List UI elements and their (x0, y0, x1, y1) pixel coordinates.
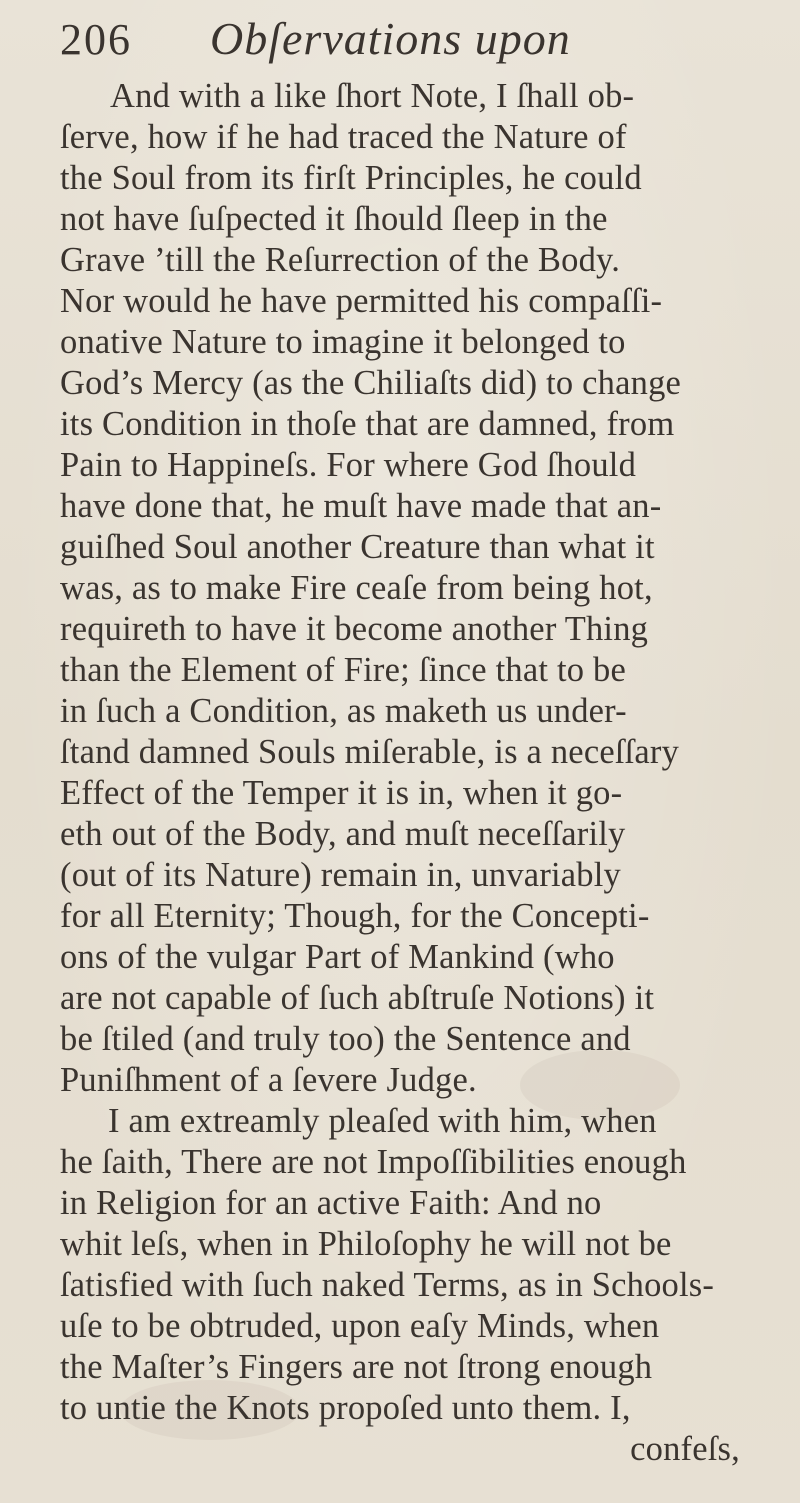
text-line: onative Nature to imagine it belonged to (60, 323, 626, 361)
text-line: have done that, he muſt have made that an- (60, 487, 662, 525)
text-line: ons of the vulgar Part of Mankind (who (60, 938, 615, 976)
text-line: Pain to Happineſs. For where God ſhould (60, 446, 637, 484)
text-line: And with a like ſhort Note, I ſhall ob- (110, 77, 635, 115)
text-line: for all Eternity; Though, for the Concepti- (60, 897, 650, 935)
text-line: (out of its Nature) remain in, unvariably (60, 856, 621, 894)
text-line: be ſtiled (and truly too) the Sentence and (60, 1020, 631, 1058)
text-line: ſatisfied with ſuch naked Terms, as in Schools- (60, 1266, 715, 1304)
text-line: was, as to make Fire ceaſe from being hot, (60, 569, 653, 607)
text-line: its Condition in thoſe that are damned, from (60, 405, 675, 443)
text-line: the Maſter’s Fingers are not ſtrong enough (60, 1348, 653, 1386)
text-line: Nor would he have permitted his compaſſi- (60, 282, 663, 320)
text-line: he ſaith, There are not Impoſſibilities enough (60, 1143, 687, 1181)
text-line: eth out of the Body, and muſt neceſſarily (60, 815, 626, 853)
text-line: ſtand damned Souls miſerable, is a neceſſary (60, 733, 680, 771)
text-line: Grave ’till the Reſurrection of the Body. (60, 241, 621, 279)
running-head: Obſervations upon (210, 13, 571, 64)
text-line: than the Element of Fire; ſince that to be (60, 651, 626, 689)
page-number: 206 (60, 15, 132, 64)
text-line: God’s Mercy (as the Chiliaſts did) to change (60, 364, 682, 402)
text-line: the Soul from its firſt Principles, he could (60, 159, 642, 197)
text-line: to untie the Knots propoſed unto them. I, (60, 1389, 631, 1427)
text-line: uſe to be obtruded, upon eaſy Minds, when (60, 1307, 660, 1345)
text-line: whit leſs, when in Philoſophy he will not be (60, 1225, 672, 1263)
text-line: in ſuch a Condition, as maketh us under- (60, 692, 627, 730)
text-line: I am extreamly pleaſed with him, when (108, 1102, 657, 1140)
text-line: requireth to have it become another Thing (60, 610, 649, 648)
text-line: Effect of the Temper it is in, when it go- (60, 774, 623, 812)
catchword: confeſs, (630, 1430, 740, 1468)
text-line: not have ſuſpected it ſhould ſleep in the (60, 200, 608, 238)
text-line: Puniſhment of a ſevere Judge. (60, 1061, 477, 1099)
text-line: guiſhed Soul another Creature than what it (60, 528, 655, 566)
text-line: in Religion for an active Faith: And no (60, 1184, 602, 1222)
text-line: ſerve, how if he had traced the Nature of (60, 118, 627, 156)
text-line: are not capable of ſuch abſtruſe Notions) it (60, 979, 655, 1017)
page-header (60, 10, 760, 80)
